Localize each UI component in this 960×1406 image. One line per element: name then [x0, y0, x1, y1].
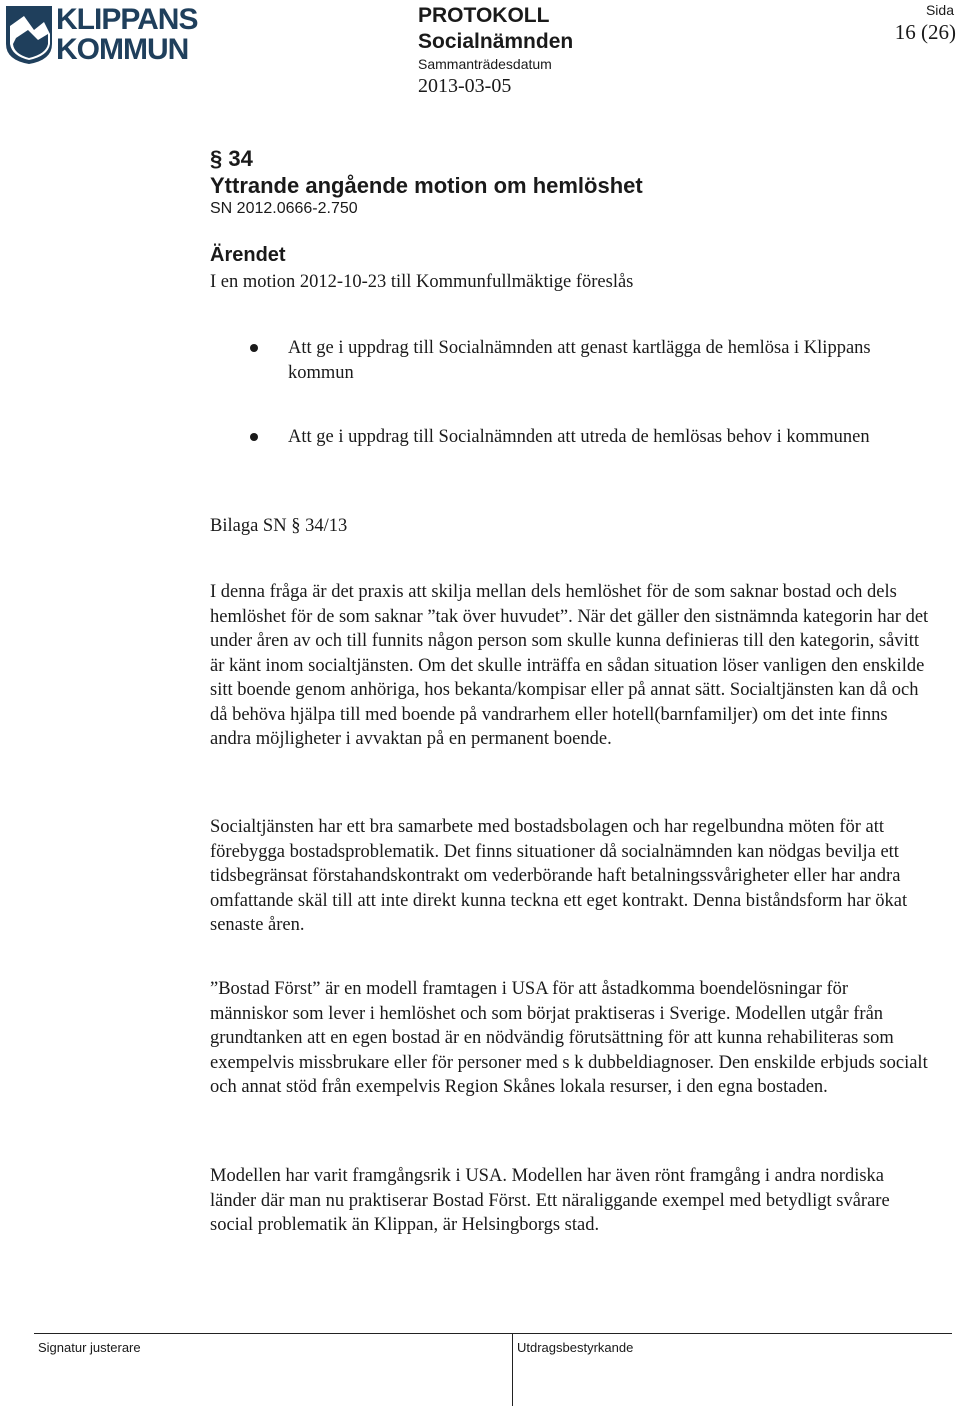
doc-type: PROTOKOLL [418, 4, 550, 27]
signatur-justerare-label: Signatur justerare [38, 1340, 141, 1355]
logo-line-2: KOMMUN [56, 33, 189, 66]
bullet-item-2: Att ge i uppdrag till Socialnämnden att utreda de hemlösas behov i kommunen [288, 427, 870, 447]
date-label: Sammanträdesdatum [418, 56, 552, 72]
page-label: Sida [925, 2, 954, 18]
protocol-header [418, 4, 573, 98]
arendet-heading: Ärendet [210, 244, 286, 266]
utdragsbestyrkande-label: Utdragsbestyrkande [517, 1340, 634, 1355]
coat-of-arms-icon [4, 4, 54, 64]
bilaga-reference: Bilaga SN § 34/13 [210, 516, 348, 536]
paragraph-3: ”Bostad Först” är en modell framtagen i USA för att åstadkomma boendelösningar för människor som lever i hemlöshet och som börjat praktiseras i Sverige. Modellen utgår från grundtanken att en egen bostad är en nödvändig förutsättning för att kunna rehabiliteras som exempelvis missbrukare eller för personer med s k dubbeldiagnoser. Den enskilde erbjuds socialt och annat stöd från exempelvis Region Skånes lokala resurser, i den egna bostaden. [210, 979, 928, 1097]
paragraph-4: Modellen har varit framgångsrik i USA. Modellen har även rönt framgång i andra nordiska länder där man nu praktiserar Bostad Först. Ett näraliggande exempel med betydligt svårare social problematik än Klippan, är Helsingborgs stad. [210, 1166, 890, 1235]
klippans-kommun-logo [4, 4, 216, 68]
footer-column-divider [512, 1333, 513, 1406]
meeting-date: 2013-03-05 [418, 75, 512, 97]
committee-name: Socialnämnden [418, 30, 574, 53]
page-number: 16 (26) [894, 20, 956, 44]
paragraph-1: I denna fråga är det praxis att skilja mellan dels hemlöshet för de som saknar bostad och dels hemlöshet för de som saknar ”tak över huvudet”. När det gäller den sistnämnda kategorin har det under åren av och till funnits någon person som skulle kunna definieras till den kategorin, såvitt är känt inom socialtjänsten. Om det skulle inträffa en sådan situation löser vanligen den enskilde sitt boende genom anhöriga, hos bekanta/kompisar eller på annat sätt. Socialtjänsten kan då och då behöva hjälpa till med boende på vandrarhem eller hotell(barnfamiljer) om det inte finns andra möjligheter i avvaktan på en permanent boende. [210, 582, 929, 749]
footer-divider [34, 1333, 952, 1334]
section-heading [210, 145, 643, 219]
section-title: Yttrande angående motion om hemlöshet [210, 173, 643, 198]
bullet-icon [250, 433, 258, 441]
logo-line-1: KLIPPANS [56, 3, 198, 36]
bullet-icon [250, 344, 258, 352]
arendet-intro: I en motion 2012-10-23 till Kommunfullmäktige föreslås [210, 272, 634, 292]
paragraph-2: Socialtjänsten har ett bra samarbete med bostadsbolagen och har regelbundna möten för att förebygga bostadsproblematik. Det finns situationer då socialnämnden kan nödgas bevilja ett tidsbegränsat förstahandskontrakt om vederbörande haft betalningssvårigheter eller har andra omfattande skäl till att inte direkt kunna teckna ett eget kontrakt. Denna biståndsform har ökat senaste åren. [210, 817, 908, 935]
section-number: § 34 [210, 146, 253, 171]
diarienummer: SN 2012.0666-2.750 [210, 200, 358, 217]
bullet-item-1: Att ge i uppdrag till Socialnämnden att genast kartlägga de hemlösa i Klippans kommun [288, 338, 871, 383]
